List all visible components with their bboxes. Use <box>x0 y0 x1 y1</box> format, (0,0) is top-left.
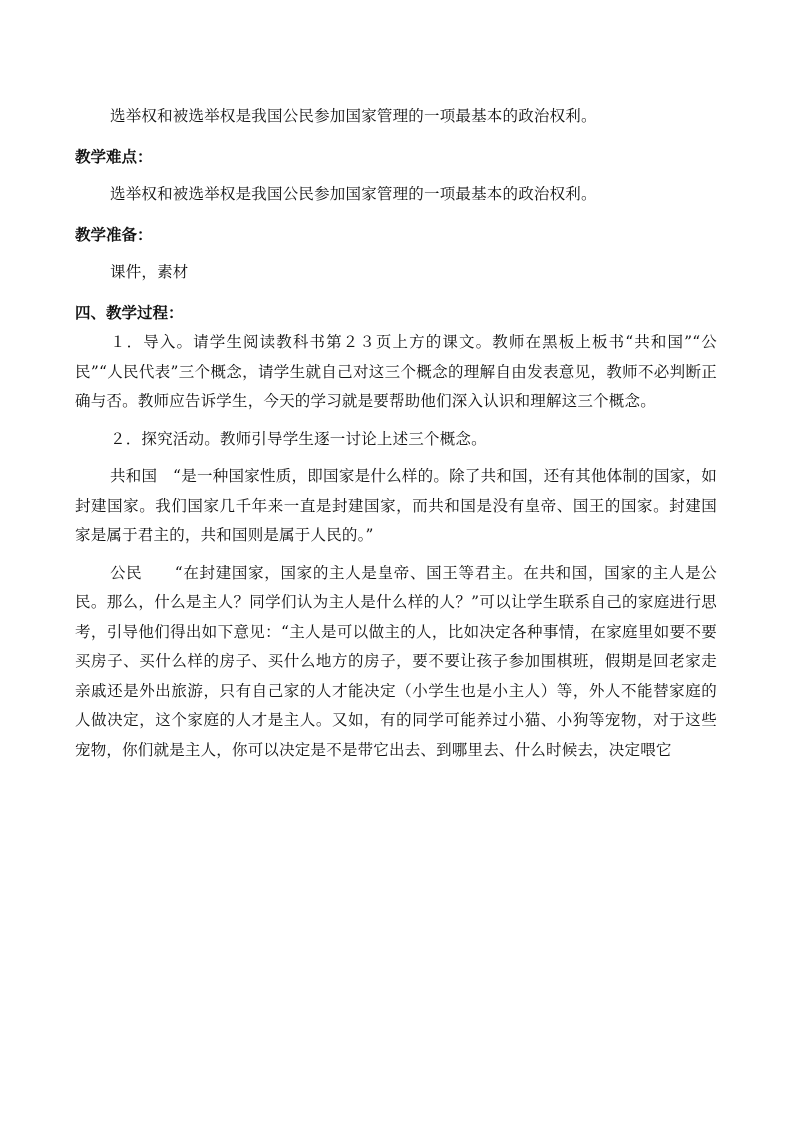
concept-paragraph-citizen: 公民 “在封建国家，国家的主人是皇帝、国王等君主。在共和国，国家的主人是公民。那么，什么是主人？同学们认为主人是什么样的人？”可以让学生联系自己的家庭进行思考，引导他们得出如下意见：“主人是可以做主的人，比如决定各种事情，在家庭里如要不要买房子、买什么样的房子、买什么地方的房子，要不要让孩子参加围棋班，假期是回老家走亲戚还是外出旅游，只有自己家的人才能决定（小学生也是小主人）等，外人不能替家庭的人做决定，这个家庭的人才是主人。又如，有的同学可能养过小猫、小狗等宠物，对于这些宠物，你们就是主人，你可以决定是不是带它出去、到哪里去、什么时候去，决定喂它 <box>75 563 717 759</box>
process-paragraph-intro: １．导入。请学生阅读教科书第２３页上方的课文。教师在黑板上板书“共和国”“公民”“人民代表”三个概念，请学生就自己对这三个概念的理解自由发表意见，教师不必判断正确与否。教师应告诉学生，今天的学习就是要帮助他们深入认识和理解这三个概念。 <box>75 333 717 410</box>
heading-teaching-preparation: 教学准备： <box>75 226 153 244</box>
preparation-text: 课件，素材 <box>110 263 189 281</box>
concept-paragraph-republic: 共和国 “是一种国家性质，即国家是什么样的。除了共和国，还有其他体制的国家，如封建国家。我们国家几千年来一直是封建国家，而共和国是没有皇帝、国王的国家。封建国家是属于君主的，共和国则是属于人民的。” <box>75 467 717 544</box>
document-body <box>75 102 717 765</box>
heading-teaching-process: 四、教学过程： <box>75 304 184 322</box>
key-point-text: 选举权和被选举权是我国公民参加国家管理的一项最基本的政治权利。 <box>110 107 597 125</box>
difficulty-text: 选举权和被选举权是我国公民参加国家管理的一项最基本的政治权利。 <box>110 185 597 203</box>
heading-teaching-difficulty: 教学难点： <box>75 148 153 166</box>
process-paragraph-activity: ２．探究活动。教师引导学生逐一讨论上述三个概念。 <box>110 429 487 448</box>
